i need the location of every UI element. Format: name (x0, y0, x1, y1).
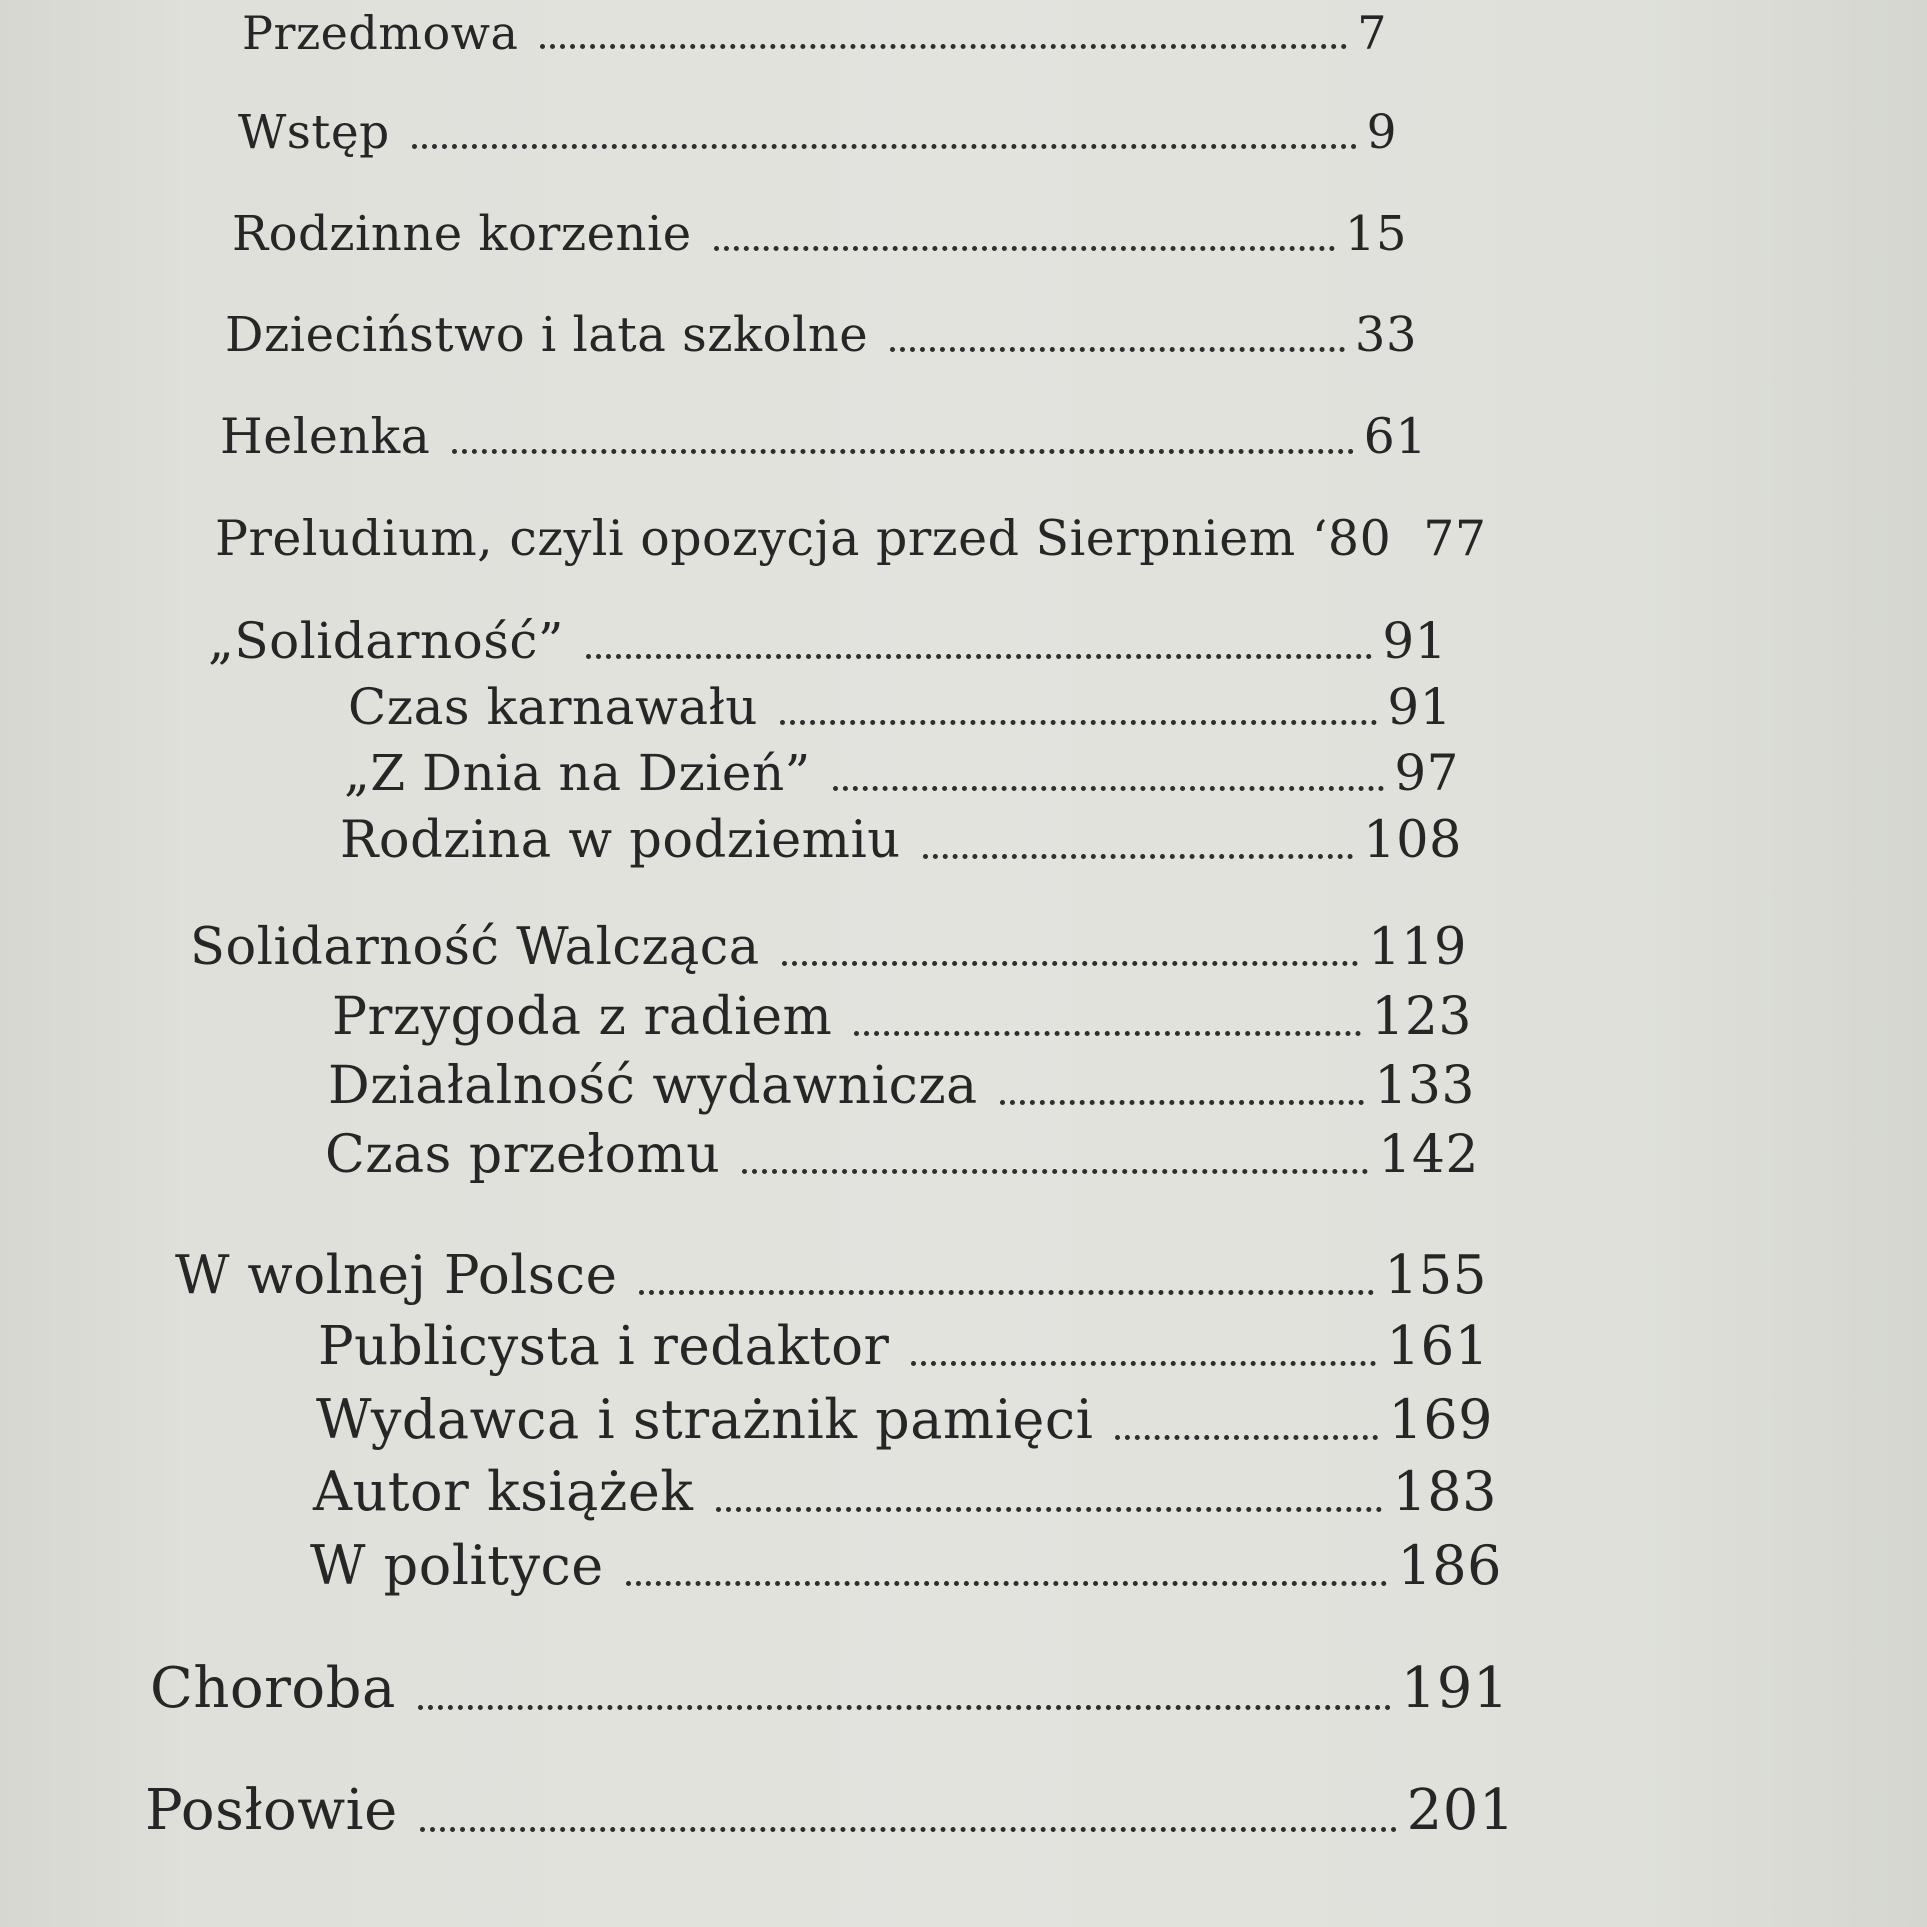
toc-entry-page: 133 (1374, 1056, 1475, 1116)
toc-entry-page: 123 (1371, 987, 1472, 1047)
toc-entry (328, 1056, 1475, 1116)
toc-entry-page: 91 (1382, 612, 1447, 670)
dot-leader (452, 449, 1353, 454)
toc-entry (225, 307, 1417, 363)
toc-entry (145, 1778, 1515, 1843)
toc-entry-page: 169 (1388, 1388, 1493, 1451)
dot-leader (412, 144, 1357, 149)
toc-entry-title: Przedmowa (242, 6, 519, 60)
toc-entry (220, 408, 1427, 465)
toc-entry-page: 15 (1344, 206, 1407, 262)
toc-entry (175, 1245, 1487, 1306)
dot-leader (418, 1705, 1391, 1710)
toc-entry-page: 108 (1363, 811, 1462, 870)
toc-entry-page: 191 (1400, 1656, 1509, 1721)
dot-leader (833, 786, 1385, 791)
toc-entry-page: 91 (1387, 678, 1452, 736)
dot-leader (626, 1581, 1388, 1586)
toc-entry (318, 1316, 1489, 1377)
toc-entry-page: 33 (1354, 307, 1417, 363)
toc-entry (238, 105, 1397, 160)
dot-leader (890, 347, 1345, 352)
toc-entry-page: 201 (1406, 1778, 1515, 1843)
toc-entry-title: „Solidarność” (208, 612, 564, 670)
toc-entry-title: Helenka (220, 408, 431, 465)
toc-entry-title: Choroba (150, 1656, 396, 1721)
toc-entry-page: 7 (1357, 6, 1387, 60)
dot-leader (716, 1507, 1383, 1512)
dot-leader (782, 961, 1358, 966)
toc-entry (313, 1460, 1497, 1523)
toc-entry-title: W polityce (310, 1534, 604, 1597)
dot-leader (742, 1169, 1368, 1174)
toc-entry-title: Publicysta i redaktor (318, 1316, 890, 1377)
dot-leader (586, 654, 1372, 659)
toc-entry-title: Autor książek (313, 1460, 694, 1523)
dot-leader (1115, 1435, 1378, 1440)
toc-entry-page: 119 (1368, 918, 1467, 977)
toc-entry-title: Czas karnawału (348, 678, 759, 736)
dot-leader (923, 854, 1354, 859)
toc-entry-page: 9 (1366, 105, 1397, 160)
toc-entry (340, 811, 1462, 870)
dot-leader (1000, 1100, 1365, 1105)
toc-entry-page: 61 (1363, 408, 1427, 465)
toc-entry (332, 987, 1472, 1047)
toc-entry-title: Rodzina w podziemiu (340, 811, 901, 870)
toc-entry (242, 6, 1387, 60)
toc-entry-page: 186 (1397, 1534, 1502, 1597)
toc-entry-page: 97 (1394, 744, 1459, 802)
dot-leader (714, 246, 1335, 251)
toc-entry-title: Wydawca i strażnik pamięci (316, 1388, 1094, 1451)
toc-entry-title: Działalność wydawnicza (328, 1056, 978, 1116)
toc-entry-title: Czas przełomu (325, 1125, 721, 1185)
toc-entry (208, 612, 1447, 670)
toc-entry-title: Preludium, czyli opozycja przed Sierpniem ‘80 (215, 510, 1392, 567)
toc-entry-page: 161 (1386, 1316, 1489, 1377)
toc-entry-title: W wolnej Polsce (175, 1245, 618, 1306)
toc-entry-title: Rodzinne korzenie (232, 206, 692, 262)
toc-entry (325, 1125, 1479, 1185)
dot-leader (911, 1361, 1376, 1366)
toc-entry-title: Wstęp (238, 105, 390, 160)
toc-entry-page: 77 (1423, 510, 1487, 567)
toc-entry (316, 1388, 1493, 1451)
toc-entry-title: Przygoda z radiem (332, 987, 833, 1047)
toc-entry-title: Solidarność Walcząca (190, 918, 760, 977)
toc-entry-page: 183 (1392, 1460, 1497, 1523)
toc-entry (150, 1656, 1509, 1721)
toc-entry-title: „Z Dnia na Dzień” (344, 744, 811, 802)
toc-entry-title: Dzieciństwo i lata szkolne (225, 307, 869, 363)
toc-entry (310, 1534, 1502, 1597)
dot-leader (854, 1031, 1361, 1036)
toc-entry (215, 510, 1487, 567)
toc-entry-title: Posłowie (145, 1778, 398, 1843)
toc-entry (348, 678, 1452, 736)
dot-leader (540, 44, 1347, 49)
dot-leader (780, 720, 1377, 725)
toc-entry-page: 155 (1384, 1245, 1487, 1306)
toc-entry-page: 142 (1378, 1125, 1479, 1185)
toc-entry (190, 918, 1467, 977)
dot-leader (639, 1290, 1374, 1295)
toc-entry (344, 744, 1459, 802)
toc-entry (232, 206, 1407, 262)
dot-leader (420, 1827, 1397, 1832)
